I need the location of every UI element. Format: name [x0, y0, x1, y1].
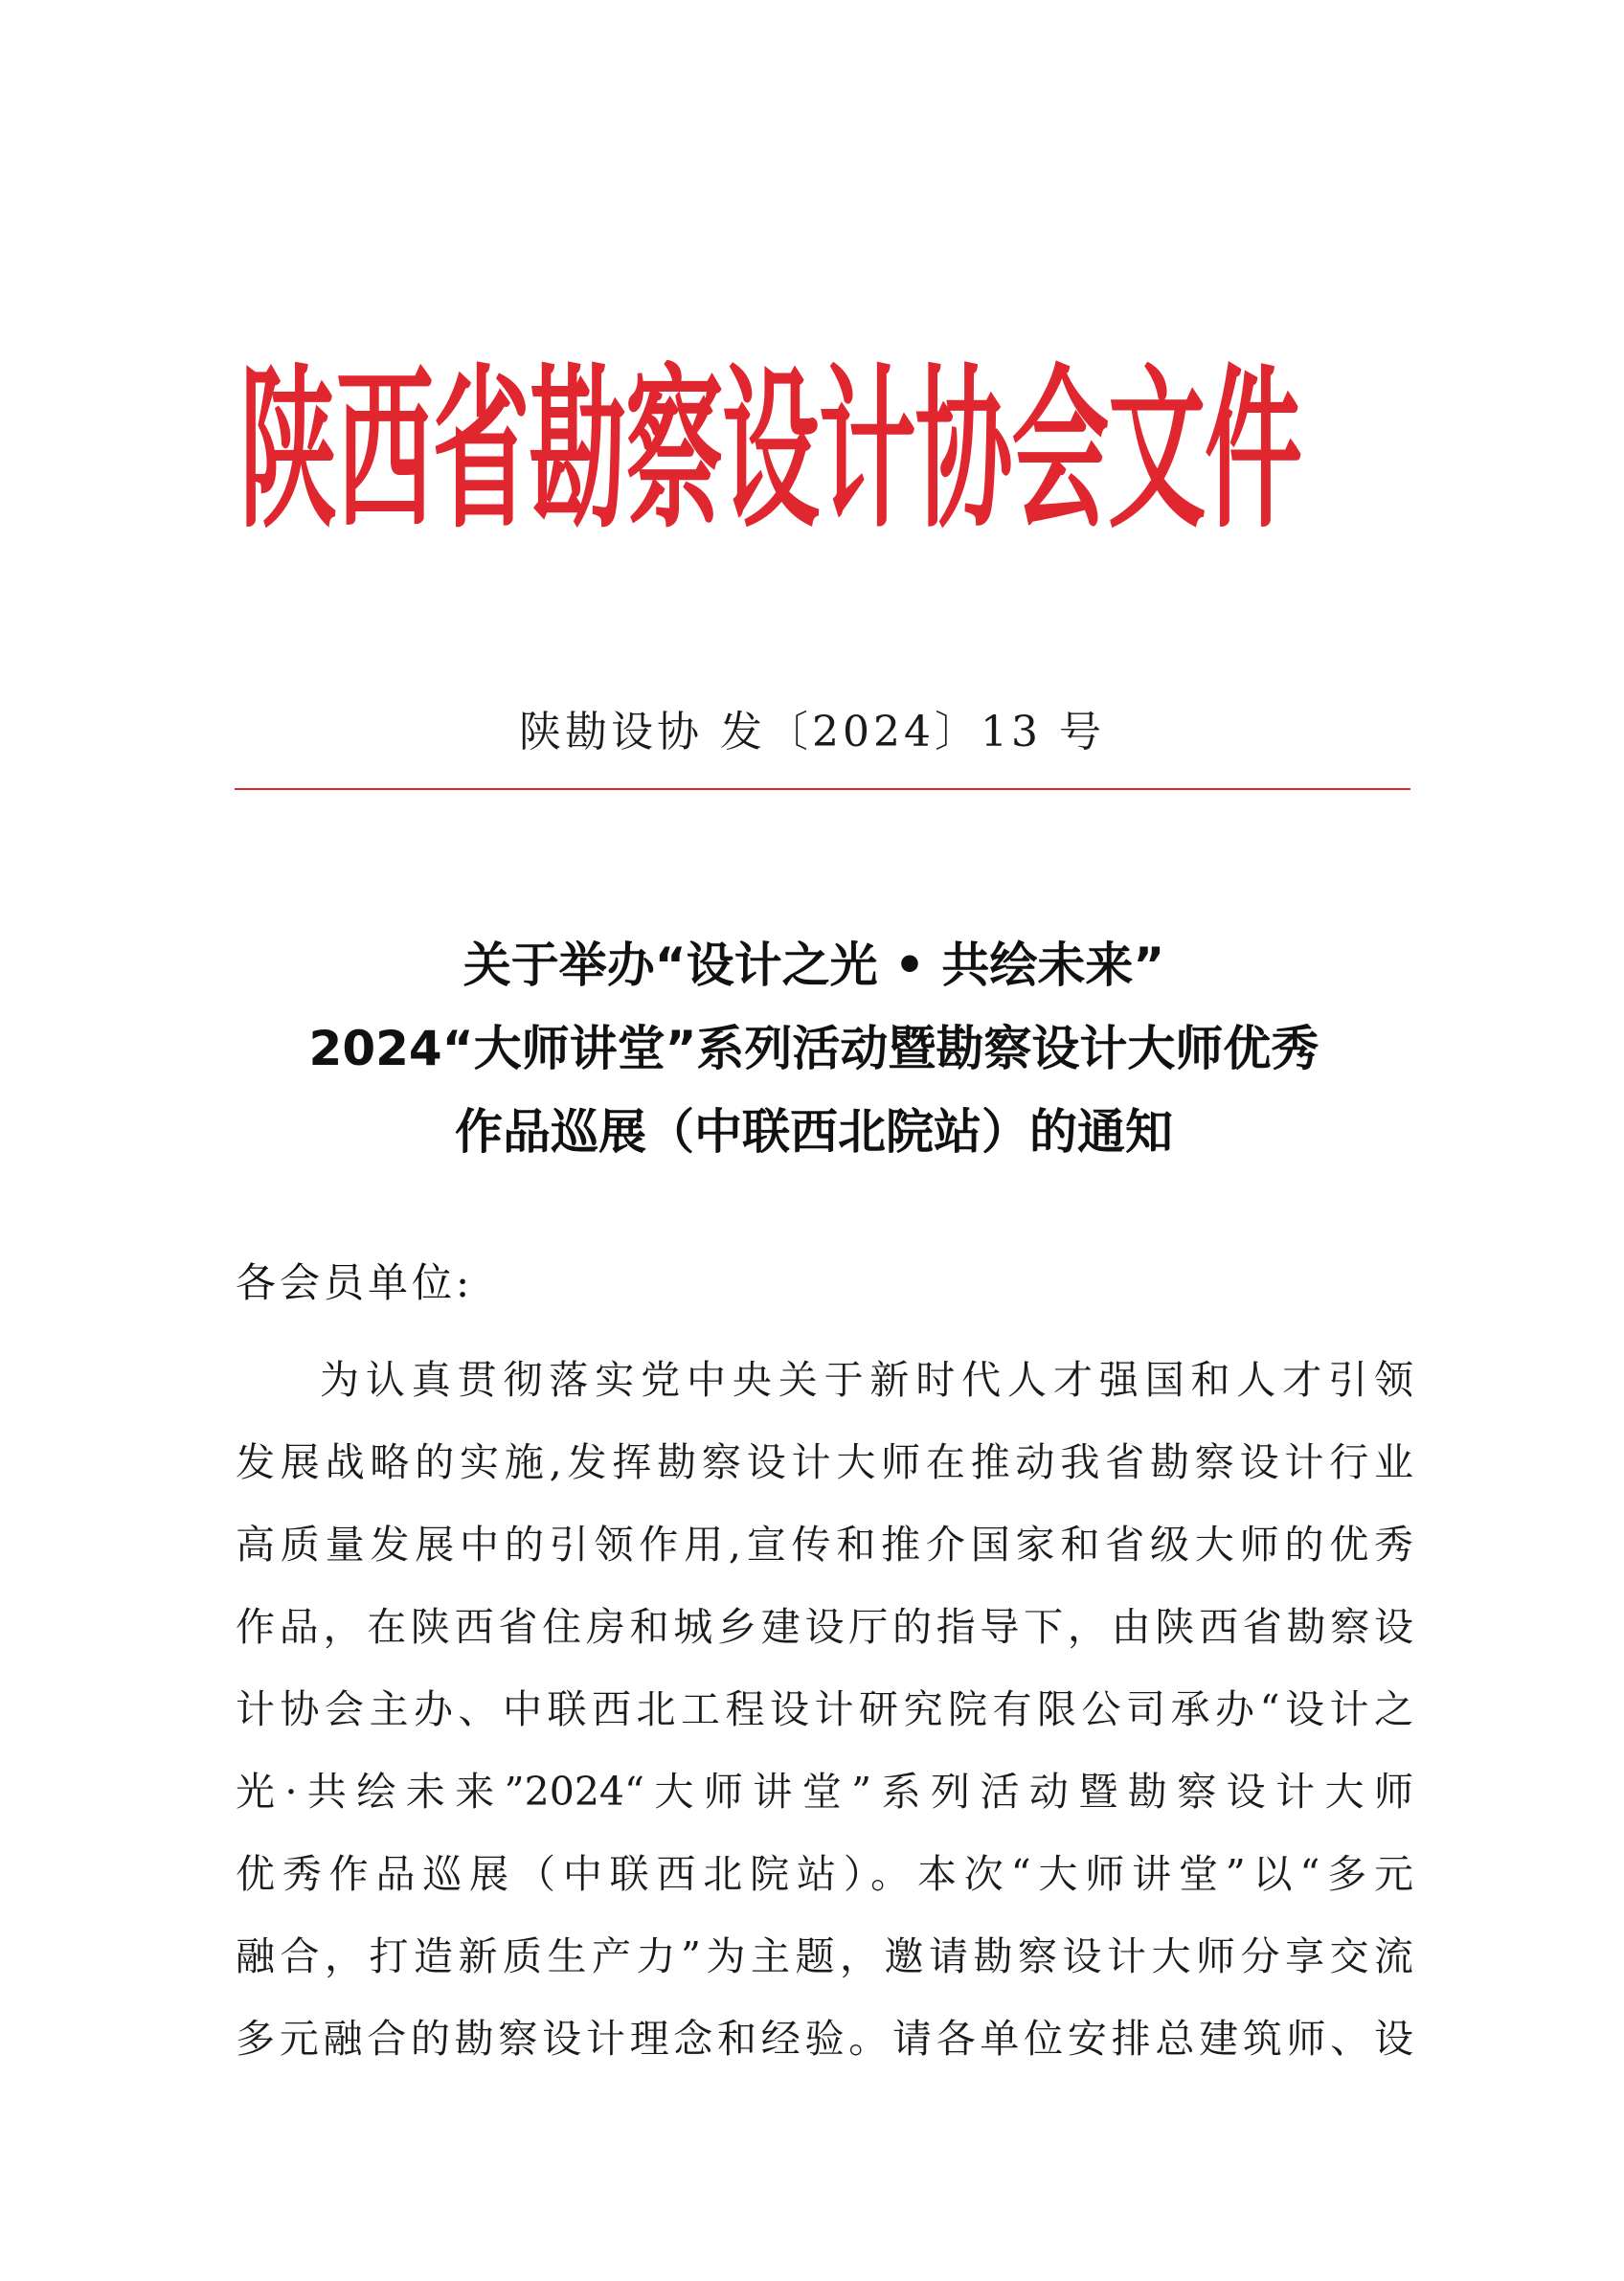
body-paragraph — [236, 1339, 1413, 2080]
body-line: 光·共绘未来”2024“大师讲堂”系列活动暨勘察设计大师 — [236, 1769, 1413, 1815]
body-line: 优秀作品巡展（中联西北院站）。本次“大师讲堂”以“多元 — [236, 1851, 1413, 1897]
salutation: 各会员单位: — [236, 1259, 474, 1306]
body-line: 计协会主办、中联西北工程设计研究院有限公司承办“设计之 — [236, 1686, 1413, 1732]
body-line: 发展战略的实施,发挥勘察设计大师在推动我省勘察设计行业 — [236, 1439, 1413, 1485]
header-divider — [235, 788, 1410, 790]
body-line: 高质量发展中的引领作用,宣传和推介国家和省级大师的优秀 — [236, 1522, 1413, 1568]
notice-title-line: 关于举办“设计之光 • 共绘未来” — [462, 937, 1165, 993]
document-number: 陕勘设协 发〔2024〕13 号 — [519, 708, 1105, 757]
org-header-title: 陕西省勘察设计协会文件 — [239, 349, 1301, 552]
notice-title-line: 作品巡展（中联西北院站）的通知 — [455, 1104, 1173, 1160]
body-line: 作品，在陕西省住房和城乡建设厅的指导下，由陕西省勘察设 — [236, 1604, 1413, 1650]
body-line: 为认真贯彻落实党中央关于新时代人才强国和人才引领 — [320, 1357, 1413, 1403]
notice-title-line: 2024“大师讲堂”系列活动暨勘察设计大师优秀 — [308, 1021, 1320, 1076]
notice-title — [192, 924, 1436, 1174]
body-line: 多元融合的勘察设计理念和经验。请各单位安排总建筑师、设 — [236, 2016, 1413, 2062]
body-line: 融合，打造新质生产力”为主题，邀请勘察设计大师分享交流 — [236, 1933, 1413, 1979]
